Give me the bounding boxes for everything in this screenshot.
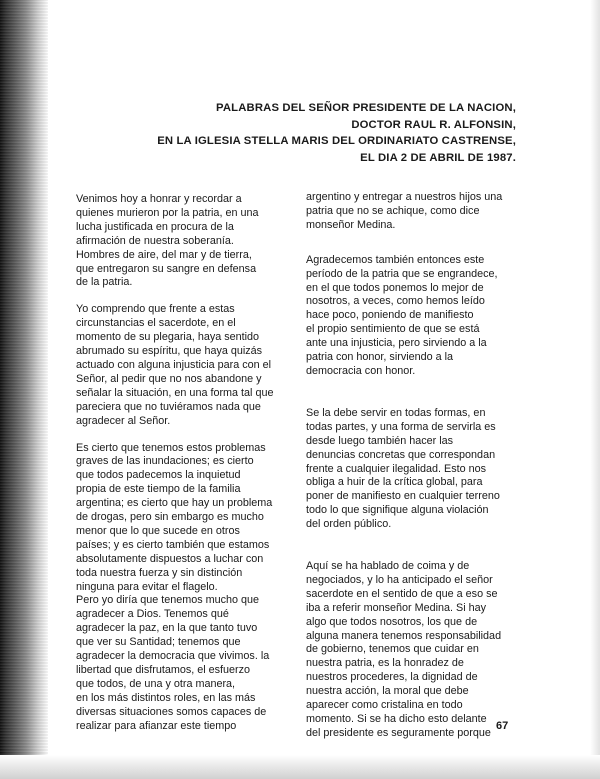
text-line: nuestros procederes, la dignidad de <box>306 671 478 684</box>
text-line: democracia con honor. <box>306 364 416 377</box>
text-line: quienes murieron por la patria, en una <box>76 206 259 219</box>
text-line: agradecer la democracia que vivimos. la <box>76 650 270 663</box>
text-line: todo lo que signifique alguna violación <box>306 504 489 517</box>
text-line: menor que lo que sucede en otros <box>76 524 240 537</box>
text-line: período de la patria que se engrandece, <box>306 267 498 280</box>
text-line: afirmación de nuestra soberanía. <box>76 234 234 247</box>
text-line: monseñor Medina. <box>306 218 396 231</box>
text-line: señalar la situación, en una forma tal que <box>76 386 274 399</box>
text-line: sacerdote en el sentido de que a eso se <box>306 587 498 600</box>
text-line: denuncias concretas que correspondan <box>306 448 496 461</box>
text-line: algo que todos nosotros, los que de <box>306 615 478 628</box>
scan-right-edge <box>590 0 600 779</box>
text-line: en el que todos ponemos lo mejor de <box>306 281 484 294</box>
text-line: actuado con alguna injusticia para con el <box>76 358 272 371</box>
text-line: Es cierto que tenemos estos problemas <box>76 441 266 454</box>
text-line: que entregaron su sangre en defensa <box>76 262 257 275</box>
text-line: argentina; es cierto que hay un problema <box>76 497 273 510</box>
text-line: aparecer como cristalina en todo <box>306 699 463 712</box>
text-line: Yo comprendo que frente a estas <box>76 303 235 316</box>
text-line: nuestra patria, es la honradez de <box>306 657 464 670</box>
text-line: países; y es cierto también que estamos <box>76 538 270 551</box>
heading-line: EL DIA 2 DE ABRIL DE 1987. <box>360 151 516 164</box>
text-line: agradecer al Señor. <box>76 414 171 427</box>
text-line: que ver su Santidad; tenemos que <box>76 636 241 649</box>
text-line: toda nuestra fuerza y sin distinción <box>76 566 243 579</box>
right-column <box>306 191 518 741</box>
text-line: momento. Si se ha dicho esto delante <box>306 713 487 725</box>
text-line: que todos, de una y otra manera, <box>76 677 236 690</box>
text-line: absolutamente dispuestos a luchar con <box>76 552 264 565</box>
text-line: patria con honor, sirviendo a la <box>306 351 454 364</box>
text-line: nuestra acción, la moral que debe <box>306 685 469 698</box>
text-line: propia de este tiempo de la familia <box>76 483 241 496</box>
text-line: ninguna para evitar el flagelo. <box>76 580 218 593</box>
text-line: ante una injusticia, pero sirviendo a la <box>306 337 487 350</box>
scan-binding-edge <box>0 0 48 779</box>
text-line: de drogas, pero sin embargo es mucho <box>76 511 264 524</box>
text-line: libertad que disfrutamos, el esfuerzo <box>76 664 251 676</box>
text-line: Venimos hoy a honrar y recordar a <box>76 193 242 205</box>
text-line: alguna manera tenemos responsabilidad <box>306 629 502 642</box>
text-line: Hombres de aire, del mar y de tierra, <box>76 248 252 261</box>
text-line: que todos padecemos la inquietud <box>76 469 241 482</box>
text-line: lucha justificada en procura de la <box>76 220 234 233</box>
text-line: nosotros, a veces, como hemos leído <box>306 295 485 308</box>
text-line: Pero yo diría que tenemos mucho que <box>76 594 260 607</box>
left-column <box>76 193 281 734</box>
text-line: obliga a huir de la crítica global, para <box>306 476 483 489</box>
text-line: del presidente es seguramente porque <box>306 726 491 739</box>
text-line: agradecer a Dios. Tenemos qué <box>76 608 229 621</box>
text-line: graves de las inundaciones; es cierto <box>76 455 254 468</box>
heading-line: EN LA IGLESIA STELLA MARIS DEL ORDINARIATO CASTRENSE, <box>157 135 516 147</box>
speech-heading <box>86 100 516 166</box>
text-line: realizar para afianzar este tiempo <box>76 719 237 732</box>
text-line: patria que no se achique, como dice <box>306 204 480 217</box>
scan-bottom-edge <box>0 755 600 779</box>
text-line: de la patria. <box>76 276 133 289</box>
heading-line: PALABRAS DEL SEÑOR PRESIDENTE DE LA NACION, <box>216 102 516 114</box>
text-line: Señor, al pedir que no nos abandone y <box>76 372 262 385</box>
text-line: Agradecemos también entonces este <box>306 253 485 266</box>
text-line: poner de manifiesto en cualquier terreno <box>306 490 500 503</box>
text-line: circunstancias el sacerdote, en el <box>76 317 236 330</box>
page-number: 67 <box>496 720 509 732</box>
text-line: negociados, y lo ha anticipado el señor <box>306 573 493 586</box>
text-line: el propio sentimiento de que se está <box>306 323 480 336</box>
text-line: Se la debe servir en todas formas, en <box>306 406 486 419</box>
text-line: frente a cualquier ilegalidad. Esto nos <box>306 462 487 475</box>
text-line: agradecer la paz, en la que tanto tuvo <box>76 622 258 635</box>
text-line: argentino y entregar a nuestros hijos una <box>306 191 503 203</box>
text-line: en los más distintos roles, en las más <box>76 691 256 704</box>
text-line: abrumado su espíritu, que haya quizás <box>76 345 263 358</box>
text-line: de gobierno, tenemos que cuidar en <box>306 643 479 656</box>
text-line: hace poco, poniendo de manifiesto <box>306 309 474 322</box>
text-line: momento de su plegaria, haya sentido <box>76 331 260 344</box>
text-line: desde luego también hacer las <box>306 434 454 447</box>
text-line: del orden público. <box>306 518 392 531</box>
text-line: todas partes, y una forma de servirla es <box>306 420 496 433</box>
text-line: Aquí se ha hablado de coima y de <box>306 560 470 573</box>
heading-line: DOCTOR RAUL R. ALFONSIN, <box>351 118 516 131</box>
text-line: pareciera que no tuviéramos nada que <box>76 400 261 413</box>
text-line: diversas situaciones somos capaces de <box>76 705 267 718</box>
text-line: iba a referir monseñor Medina. Si hay <box>306 601 487 614</box>
